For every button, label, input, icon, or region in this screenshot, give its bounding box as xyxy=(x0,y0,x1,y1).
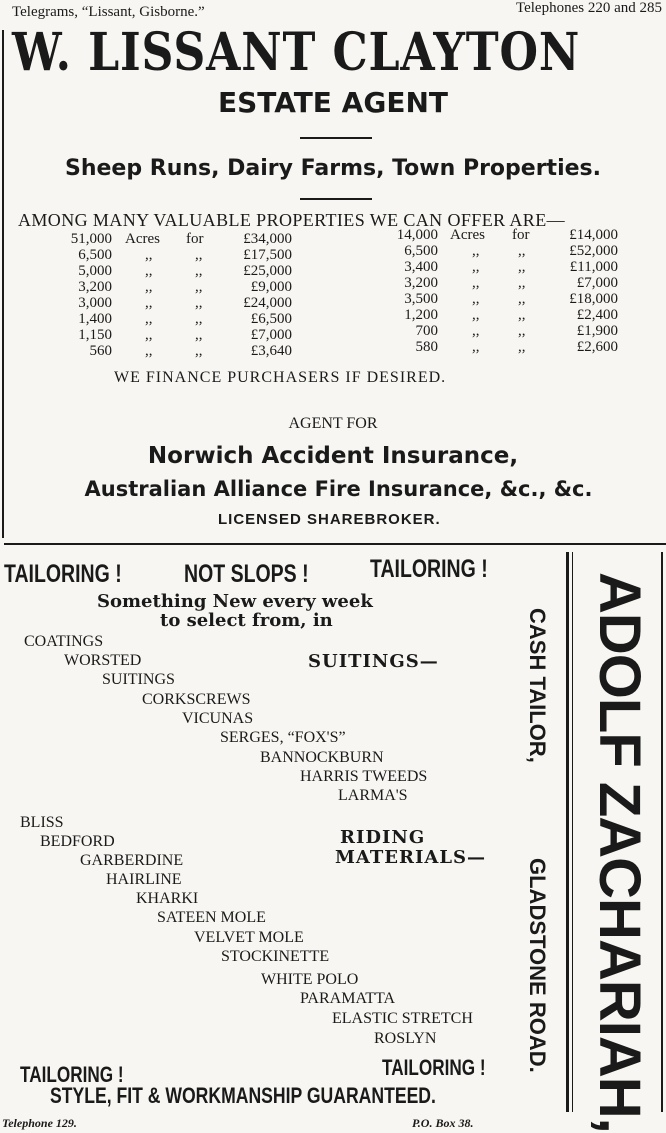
acres-cell: 51,000 xyxy=(70,231,112,247)
suiting-item: WORSTED xyxy=(64,652,142,669)
acres-cell: 1,400 xyxy=(78,311,112,327)
acres-cell: 700 xyxy=(415,323,438,339)
riding-item: HAIRLINE xyxy=(106,871,182,888)
price-cell: £2,600 xyxy=(576,339,618,355)
price-cell: £18,000 xyxy=(569,291,618,307)
norwich-insurance-line: Norwich Accident Insurance, xyxy=(147,443,519,469)
ditto-mark: ,, xyxy=(195,263,203,279)
riding-item: VELVET MOLE xyxy=(194,929,304,946)
acres-cell: 3,400 xyxy=(404,259,438,275)
acres-cell: 1,200 xyxy=(404,307,438,323)
acres-cell: 1,150 xyxy=(78,327,112,343)
acres-cell: 6,500 xyxy=(404,243,438,259)
suiting-item: COATINGS xyxy=(24,633,104,650)
price-cell: £2,400 xyxy=(576,307,618,323)
price-cell: £24,000 xyxy=(243,295,292,311)
ditto-mark: ,, xyxy=(145,247,153,263)
ditto-mark: ,, xyxy=(195,311,203,327)
telephone-number: Telephone 129. xyxy=(2,1116,77,1130)
estate-agent-title: ESTATE AGENT xyxy=(217,86,448,119)
ditto-mark: ,, xyxy=(195,343,203,359)
tailoring-right-heading: TAILORING ! xyxy=(370,555,488,583)
ditto-mark: ,, xyxy=(518,323,526,339)
price-cell: £11,000 xyxy=(569,259,618,275)
to-select-line: to select from, in xyxy=(160,610,333,631)
po-box: P.O. Box 38. xyxy=(412,1116,474,1130)
ditto-mark: ,, xyxy=(518,259,526,275)
ditto-mark: ,, xyxy=(472,243,480,259)
offer-intro-line: AMONG MANY VALUABLE PROPERTIES WE CAN OFFER ARE— xyxy=(18,210,566,230)
riding-item: PARAMATTA xyxy=(300,990,396,1007)
agent-for-line: AGENT FOR xyxy=(288,415,378,432)
ditto-mark: ,, xyxy=(518,275,526,291)
acres-cell: 6,500 xyxy=(78,247,112,263)
acres-cell: 580 xyxy=(415,339,438,355)
ditto-mark: ,, xyxy=(472,291,480,307)
for-label: for xyxy=(512,227,530,243)
price-cell: £9,000 xyxy=(250,279,292,295)
acres-cell: 3,200 xyxy=(404,275,438,291)
ditto-mark: ,, xyxy=(145,263,153,279)
riding-materials-heading: MATERIALS— xyxy=(335,847,487,868)
riding-item: SATEEN MOLE xyxy=(157,909,266,926)
property-types-subtitle: Sheep Runs, Dairy Farms, Town Properties. xyxy=(65,156,601,181)
ditto-mark: ,, xyxy=(145,311,153,327)
suitings-heading: SUITINGS— xyxy=(308,651,439,672)
ditto-mark: ,, xyxy=(472,259,480,275)
price-cell: £34,000 xyxy=(243,231,292,247)
price-cell: £6,500 xyxy=(250,311,292,327)
ditto-mark: ,, xyxy=(195,279,203,295)
price-cell: £3,640 xyxy=(250,343,292,359)
suiting-item: CORKSCREWS xyxy=(142,691,251,708)
ditto-mark: ,, xyxy=(195,327,203,343)
ditto-mark: ,, xyxy=(518,291,526,307)
something-new-line: Something New every week xyxy=(97,591,373,612)
tailoring-bottom-left: TAILORING ! xyxy=(20,1062,124,1087)
for-label: for xyxy=(186,231,204,247)
price-cell: £52,000 xyxy=(569,243,618,259)
acres-cell: 3,000 xyxy=(78,295,112,311)
ditto-mark: ,, xyxy=(195,247,203,263)
price-cell: £14,000 xyxy=(569,227,618,243)
ditto-mark: ,, xyxy=(145,343,153,359)
riding-item: BLISS xyxy=(20,814,64,831)
ditto-mark: ,, xyxy=(145,327,153,343)
telegrams-line: Telegrams, “Lissant, Gisborne.” xyxy=(12,4,205,20)
suiting-item: BANNOCKBURN xyxy=(260,749,384,766)
ditto-mark: ,, xyxy=(195,295,203,311)
agent-name-heading: W. LISSANT CLAYTON xyxy=(12,22,581,83)
riding-item: BEDFORD xyxy=(40,833,115,850)
ditto-mark: ,, xyxy=(472,339,480,355)
advertisement-separator xyxy=(4,543,666,545)
cash-tailor-vertical: CASH TAILOR, xyxy=(525,608,550,763)
price-cell: £7,000 xyxy=(250,327,292,343)
suiting-item: SERGES, “FOX'S” xyxy=(220,729,346,746)
acres-cell: 3,500 xyxy=(404,291,438,307)
price-cell: £25,000 xyxy=(243,263,292,279)
riding-item: WHITE POLO xyxy=(261,971,359,988)
acres-label: Acres xyxy=(125,231,160,247)
ditto-mark: ,, xyxy=(518,339,526,355)
tailoring-left-heading: TAILORING ! xyxy=(4,560,122,588)
riding-item: GARBERDINE xyxy=(80,852,184,869)
riding-item: ROSLYN xyxy=(374,1030,437,1047)
price-cell: £17,500 xyxy=(243,247,292,263)
acres-cell: 560 xyxy=(89,343,112,359)
sharebroker-line: LICENSED SHAREBROKER. xyxy=(218,511,441,528)
finance-line: WE FINANCE PURCHASERS IF DESIRED. xyxy=(114,369,447,386)
proprietor-box-rule-left xyxy=(566,552,569,1112)
acres-cell: 3,200 xyxy=(78,279,112,295)
riding-heading: RIDING xyxy=(340,827,426,848)
ditto-mark: ,, xyxy=(472,307,480,323)
telephones-line: Telephones 220 and 285 xyxy=(515,0,662,16)
ditto-mark: ,, xyxy=(472,323,480,339)
ditto-mark: ,, xyxy=(518,243,526,259)
ditto-mark: ,, xyxy=(145,295,153,311)
acres-cell: 14,000 xyxy=(396,227,438,243)
not-slops-heading: NOT SLOPS ! xyxy=(184,560,309,588)
suiting-item: LARMA'S xyxy=(338,787,408,804)
proprietor-box-rule-inner xyxy=(572,552,573,1112)
suiting-item: HARRIS TWEEDS xyxy=(300,768,428,785)
proprietor-box-rule-right xyxy=(661,552,663,1112)
acres-label: Acres xyxy=(450,227,485,243)
proprietor-name-vertical: ADOLF ZACHARIAH, xyxy=(587,572,652,1133)
ditto-mark: ,, xyxy=(145,279,153,295)
riding-item: ELASTIC STRETCH xyxy=(332,1010,473,1027)
riding-item: KHARKI xyxy=(136,890,199,907)
riding-item: STOCKINETTE xyxy=(221,948,330,965)
suiting-item: VICUNAS xyxy=(182,710,254,727)
price-cell: £7,000 xyxy=(576,275,618,291)
tailoring-bottom-right: TAILORING ! xyxy=(382,1055,486,1080)
guarantee-line: STYLE, FIT & WORKMANSHIP GUARANTEED. xyxy=(50,1083,436,1108)
acres-cell: 5,000 xyxy=(78,263,112,279)
australian-alliance-line: Australian Alliance Fire Insurance, &c., &c. xyxy=(84,477,593,501)
suiting-item: SUITINGS xyxy=(102,671,175,688)
price-cell: £1,900 xyxy=(576,323,618,339)
subtitle-divider xyxy=(300,198,372,200)
ditto-mark: ,, xyxy=(518,307,526,323)
title-divider xyxy=(300,137,372,139)
gladstone-road-vertical: GLADSTONE ROAD. xyxy=(525,858,550,1073)
ditto-mark: ,, xyxy=(472,275,480,291)
